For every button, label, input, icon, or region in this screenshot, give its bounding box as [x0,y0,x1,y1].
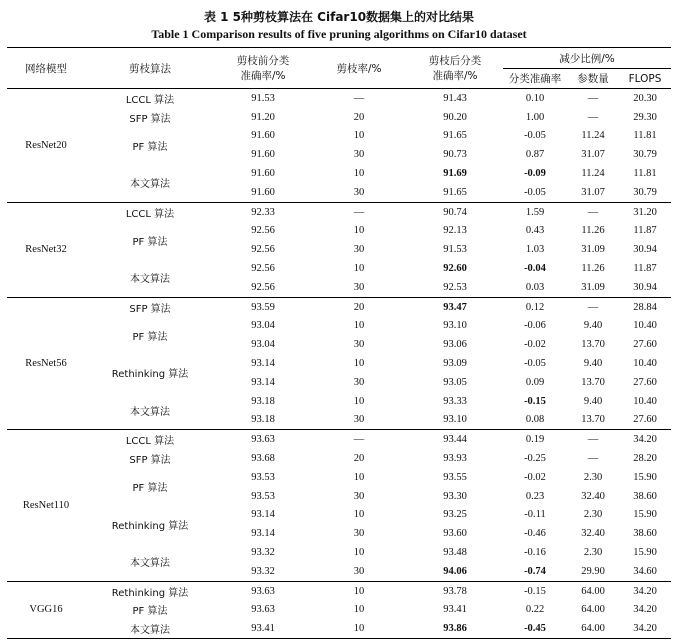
acc-before-cell: 92.33 [215,202,311,221]
reduction-params-cell: 31.07 [581,149,605,161]
reduction-params-cell: 11.26 [581,263,605,275]
reduction-params-cell: — [567,89,619,108]
reduction-flops-cell: 34.60 [633,565,657,577]
acc-before-cell: 93.59 [215,297,311,316]
reduction-params-cell: 13.70 [581,376,605,388]
reduction-accuracy-cell: -0.06 [524,320,546,332]
reduction-params-cell: 29.90 [581,565,605,577]
reduction-params-cell: 64.00 [567,619,619,638]
acc-before-cell: 91.53 [215,89,311,108]
algorithm-cell: SFP 算法 [129,455,171,467]
reduction-flops-cell: 28.20 [633,453,657,465]
table-caption-en: Table 1 Comparison results of five pruning algorithms on Cifar10 dataset [151,27,527,41]
reduction-params-cell: 64.00 [581,604,605,616]
header-prune-rate: 剪枝率/% [311,48,407,89]
reduction-flops-cell: 15.90 [633,547,657,559]
acc-before-cell: 92.56 [251,281,275,293]
acc-before-cell: 92.56 [251,263,275,275]
table-header [7,48,671,89]
reduction-params-cell: 9.40 [583,358,603,370]
prune-rate-cell: 30 [353,414,365,426]
prune-rate-cell: 10 [353,263,365,275]
reduction-params-cell: 11.24 [581,168,605,180]
table-body [7,89,671,639]
reduction-params-cell: — [587,453,599,465]
acc-after-cell: 91.53 [443,244,467,256]
acc-before-cell: 91.60 [251,186,275,198]
prune-rate-cell: 10 [353,471,365,483]
header-algorithm: 剪枝算法 [85,48,215,89]
reduction-accuracy-cell: 0.10 [503,89,567,108]
table-row [7,297,671,316]
algorithm-cell: PF 算法 [132,606,168,618]
prune-rate-cell: 10 [353,395,365,407]
reduction-flops-cell: 30.79 [633,149,657,161]
reduction-flops-cell: 30.79 [633,186,657,198]
reduction-params-cell: 2.30 [583,471,603,483]
algorithm-cell: PF 算法 [132,236,168,248]
table-row [7,259,671,278]
reduction-accuracy-cell: -0.02 [524,471,546,483]
acc-before-cell: 93.68 [251,453,275,465]
reduction-flops-cell: 15.90 [633,471,657,483]
reduction-flops-cell: 28.84 [619,297,671,316]
reduction-flops-cell: 11.87 [633,263,657,275]
algorithm-cell: PF 算法 [132,331,168,343]
table-row [7,222,671,241]
acc-before-cell: 91.60 [251,168,275,180]
prune-rate-cell: 30 [353,490,365,502]
acc-before-cell: 93.53 [251,490,275,502]
reduction-params-cell: 2.30 [583,509,603,521]
algorithm-cell: 本文算法 [130,558,170,570]
acc-before-cell: 93.53 [251,471,275,483]
prune-rate-cell: 30 [353,565,365,577]
prune-rate-cell: 10 [353,168,365,180]
reduction-flops-cell: 11.87 [633,225,657,237]
prune-rate-cell: 10 [311,581,407,600]
acc-after-cell: 93.55 [443,471,467,483]
prune-rate-cell: 10 [311,619,407,638]
reduction-accuracy-cell: -0.25 [524,453,546,465]
reduction-accuracy-cell: -0.05 [524,186,546,198]
reduction-params-cell: 9.40 [583,395,603,407]
algorithm-cell: LCCL 算法 [85,430,215,449]
acc-after-cell: 92.60 [443,263,467,275]
acc-before-cell: 93.04 [251,339,275,351]
prune-rate-cell: 30 [353,244,365,256]
reduction-params-cell: 31.09 [581,244,605,256]
reduction-flops-cell: 10.40 [633,395,657,407]
acc-before-cell: 93.14 [251,358,275,370]
table-row [7,449,671,468]
prune-rate-cell: 10 [353,358,365,370]
prune-rate-cell: 10 [353,547,365,559]
reduction-params-cell: — [587,111,599,123]
reduction-accuracy-cell: -0.16 [524,547,546,559]
reduction-accuracy-cell: 0.09 [525,376,545,388]
acc-before-cell: 93.04 [251,320,275,332]
acc-after-cell: 93.30 [443,490,467,502]
reduction-params-cell: 2.30 [583,547,603,559]
model-cell: ResNet56 [7,297,85,430]
reduction-flops-cell: 31.20 [619,202,671,221]
prune-rate-cell: 20 [311,297,407,316]
reduction-accuracy-cell: 1.59 [503,202,567,221]
acc-after-cell: 93.44 [407,430,503,449]
reduction-accuracy-cell: -0.02 [524,339,546,351]
reduction-accuracy-cell: 0.43 [525,225,545,237]
algorithm-cell: Rethinking 算法 [85,581,215,600]
algorithm-cell: PF 算法 [132,483,168,495]
acc-before-cell: 93.32 [251,565,275,577]
acc-after-cell: 90.73 [443,149,467,161]
prune-rate-cell: 10 [353,320,365,332]
prune-rate-cell: 30 [353,528,365,540]
prune-rate-cell: 20 [353,111,365,123]
algorithm-cell: 本文算法 [130,274,170,286]
acc-after-cell: 93.09 [443,358,467,370]
table-row [7,581,671,600]
table-row [7,506,671,525]
prune-rate-cell: 30 [353,339,365,351]
table-row [7,164,671,183]
table-row [7,108,671,127]
table-row [7,127,671,146]
model-cell: ResNet110 [7,430,85,581]
acc-after-cell: 94.06 [443,565,467,577]
acc-before-cell: 93.18 [251,395,275,407]
algorithm-cell: 本文算法 [130,407,170,419]
table-row [7,202,671,221]
acc-before-cell: 91.60 [251,149,275,161]
acc-before-cell: 93.63 [251,604,275,616]
prune-rate-cell: — [311,89,407,108]
reduction-accuracy-cell: 0.03 [525,281,545,293]
reduction-params-cell: 11.26 [581,225,605,237]
reduction-accuracy-cell: 0.12 [503,297,567,316]
prune-rate-cell: — [311,430,407,449]
reduction-params-cell: 11.24 [581,130,605,142]
acc-after-cell: 92.13 [443,225,467,237]
acc-before-cell: 93.18 [251,414,275,426]
reduction-params-cell: — [567,297,619,316]
reduction-flops-cell: 20.30 [619,89,671,108]
reduction-accuracy-cell: -0.15 [524,395,546,407]
reduction-params-cell: — [567,430,619,449]
acc-after-cell: 93.10 [443,320,467,332]
acc-before-cell: 92.56 [251,244,275,256]
reduction-accuracy-cell: 0.22 [525,604,545,616]
comparison-table [7,47,671,639]
algorithm-cell: Rethinking 算法 [111,369,189,381]
reduction-accuracy-cell: -0.11 [524,509,546,521]
prune-rate-cell: — [311,202,407,221]
acc-after-cell: 90.74 [407,202,503,221]
reduction-accuracy-cell: 0.19 [503,430,567,449]
acc-after-cell: 93.78 [407,581,503,600]
acc-before-cell: 93.63 [215,430,311,449]
table-row [7,430,671,449]
table-row [7,354,671,373]
acc-after-cell: 93.41 [443,604,467,616]
acc-after-cell: 92.53 [443,281,467,293]
prune-rate-cell: 10 [353,604,365,616]
table-row [7,601,671,620]
prune-rate-cell: 10 [353,509,365,521]
acc-before-cell: 93.63 [215,581,311,600]
header-sub-params: 参数量 [567,69,619,89]
reduction-flops-cell: 15.90 [633,509,657,521]
reduction-flops-cell: 29.30 [633,111,657,123]
reduction-flops-cell: 27.60 [633,376,657,388]
table-row [7,543,671,562]
prune-rate-cell: 30 [353,186,365,198]
prune-rate-cell: 20 [353,453,365,465]
header-sub-accuracy: 分类准确率 [503,69,567,89]
prune-rate-cell: 30 [353,376,365,388]
reduction-accuracy-cell: -0.05 [524,130,546,142]
acc-after-cell: 90.20 [443,111,467,123]
model-cell: VGG16 [7,581,85,638]
algorithm-cell: LCCL 算法 [85,89,215,108]
reduction-accuracy-cell: 1.03 [525,244,545,256]
reduction-accuracy-cell: 0.08 [525,414,545,426]
acc-before-cell: 93.14 [251,376,275,388]
reduction-flops-cell: 34.20 [619,430,671,449]
acc-after-cell: 93.86 [407,619,503,638]
acc-after-cell: 93.60 [443,528,467,540]
acc-after-cell: 93.10 [443,414,467,426]
acc-before-cell: 91.60 [251,130,275,142]
table-row [7,317,671,336]
reduction-accuracy-cell: -0.09 [524,168,546,180]
acc-before-cell: 93.32 [251,547,275,559]
header-acc-before: 剪枝前分类 准确率/% [215,48,311,89]
reduction-accuracy-cell: -0.45 [503,619,567,638]
reduction-params-cell: 31.09 [581,281,605,293]
algorithm-cell: SFP 算法 [85,297,215,316]
acc-after-cell: 91.65 [443,130,467,142]
algorithm-cell: Rethinking 算法 [111,520,189,532]
reduction-flops-cell: 10.40 [633,320,657,332]
model-cell: ResNet20 [7,89,85,203]
reduction-flops-cell: 27.60 [633,339,657,351]
reduction-params-cell: 64.00 [567,581,619,600]
reduction-flops-cell: 30.94 [633,281,657,293]
reduction-flops-cell: 10.40 [633,358,657,370]
reduction-accuracy-cell: -0.74 [524,565,546,577]
table-row [7,392,671,411]
reduction-flops-cell: 11.81 [633,168,657,180]
acc-after-cell: 91.43 [407,89,503,108]
reduction-accuracy-cell: 1.00 [525,111,545,123]
acc-before-cell: 91.20 [251,111,275,123]
acc-before-cell: 93.14 [251,509,275,521]
reduction-params-cell: 32.40 [581,490,605,502]
algorithm-cell: 本文算法 [130,179,170,191]
table-row [7,468,671,487]
header-reduction: 减少比例/% [503,48,671,69]
model-cell: ResNet32 [7,202,85,297]
acc-after-cell: 91.65 [443,186,467,198]
prune-rate-cell: 30 [353,281,365,293]
reduction-accuracy-cell: -0.05 [524,358,546,370]
reduction-flops-cell: 34.20 [633,604,657,616]
acc-after-cell: 93.93 [443,453,467,465]
reduction-params-cell: 32.40 [581,528,605,540]
acc-before-cell: 93.14 [251,528,275,540]
algorithm-cell: LCCL 算法 [85,202,215,221]
acc-before-cell: 93.41 [215,619,311,638]
prune-rate-cell: 10 [353,225,365,237]
reduction-params-cell: — [567,202,619,221]
reduction-flops-cell: 34.20 [619,619,671,638]
acc-after-cell: 93.48 [443,547,467,559]
prune-rate-cell: 30 [353,149,365,161]
algorithm-cell: PF 算法 [132,141,168,153]
reduction-flops-cell: 30.94 [633,244,657,256]
reduction-accuracy-cell: -0.15 [503,581,567,600]
reduction-params-cell: 13.70 [581,339,605,351]
table-caption-cn: 表 1 5种剪枝算法在 Cifar10数据集上的对比结果 [203,10,475,24]
table-row [7,619,671,638]
reduction-accuracy-cell: -0.46 [524,528,546,540]
algorithm-cell: 本文算法 [85,619,215,638]
reduction-accuracy-cell: -0.04 [524,263,546,275]
header-sub-flops: FLOPS [619,69,671,89]
reduction-flops-cell: 38.60 [633,528,657,540]
acc-after-cell: 93.25 [443,509,467,521]
header-model: 网络模型 [7,48,85,89]
acc-after-cell: 93.47 [407,297,503,316]
reduction-accuracy-cell: 0.87 [525,149,545,161]
table-row [7,89,671,108]
reduction-flops-cell: 11.81 [633,130,657,142]
reduction-flops-cell: 27.60 [633,414,657,426]
acc-after-cell: 91.69 [443,168,467,180]
acc-before-cell: 92.56 [251,225,275,237]
reduction-flops-cell: 34.20 [619,581,671,600]
algorithm-cell: SFP 算法 [129,113,171,125]
acc-after-cell: 93.05 [443,376,467,388]
reduction-params-cell: 9.40 [583,320,603,332]
reduction-accuracy-cell: 0.23 [525,490,545,502]
prune-rate-cell: 10 [353,130,365,142]
header-acc-after: 剪枝后分类 准确率/% [407,48,503,89]
reduction-flops-cell: 38.60 [633,490,657,502]
reduction-params-cell: 31.07 [581,186,605,198]
acc-after-cell: 93.06 [443,339,467,351]
reduction-params-cell: 13.70 [581,414,605,426]
acc-after-cell: 93.33 [443,395,467,407]
